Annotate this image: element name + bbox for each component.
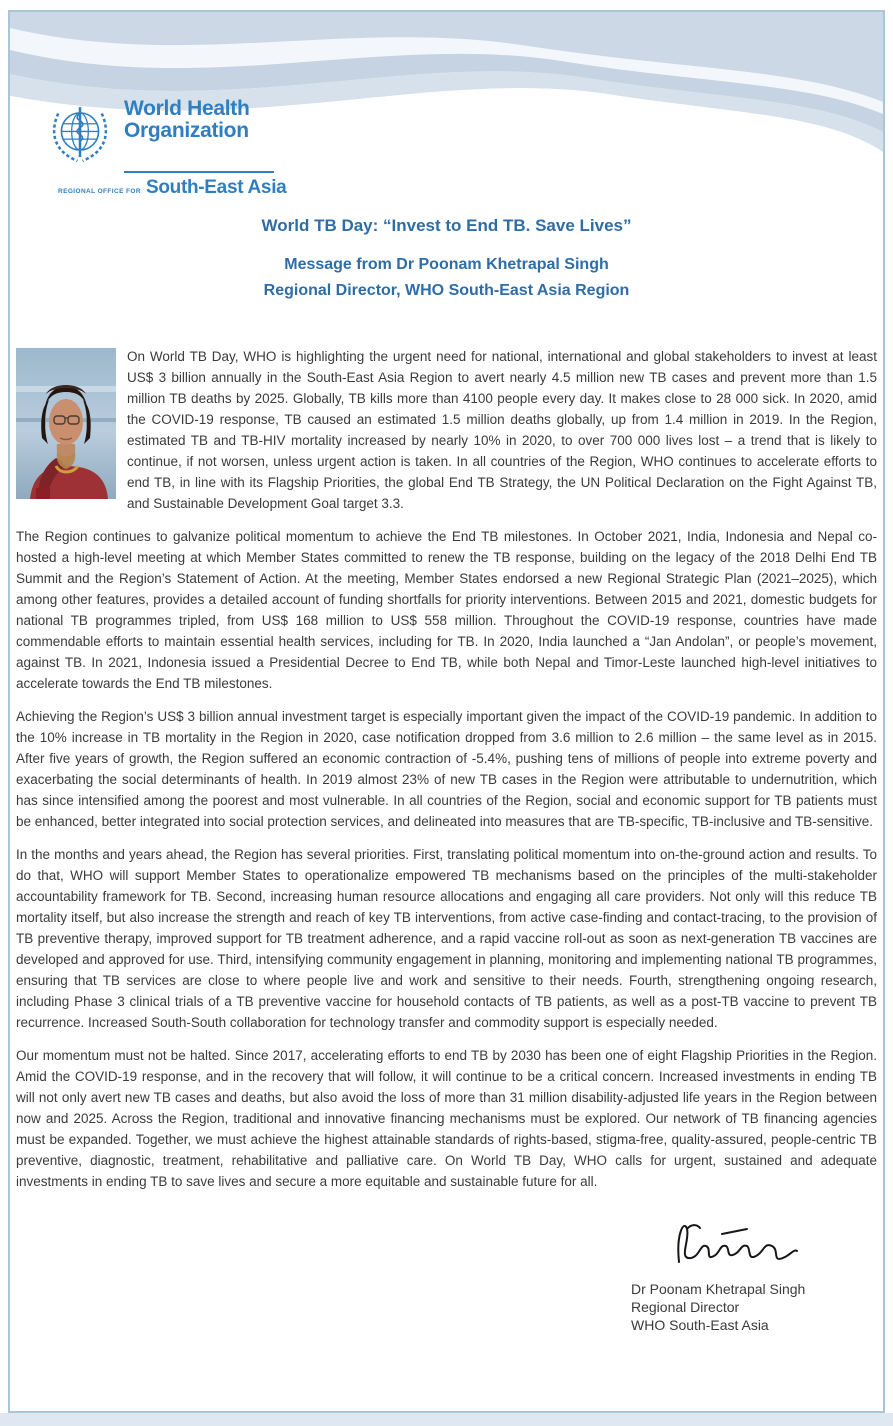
document-title: World TB Day: “Invest to End TB. Save Lives”: [261, 216, 632, 235]
logo-office-name: South-East Asia: [145, 177, 287, 198]
portrait-photo: [16, 348, 116, 499]
message-body: [10, 346, 883, 1192]
logo-divider: [124, 171, 274, 173]
who-emblem-icon: [48, 102, 112, 166]
paragraph: Our momentum must not be halted. Since 2017, accelerating efforts to end TB by 2030 has been one of eight Flagship Priorities in the Region. Amid the COVID-19 response, and in the recovery that will follow, it will continue to be a critical concern. Increased investments in ending TB will not only avert new TB cases and deaths, but also avoid the loss of more than 31 million disability-adjusted life years in the Region between now and 2025. Across the Region, traditional and innovative financing mechanisms must be explored. Our network of TB financing agencies must be expanded. Together, we must achieve the highest attainable standards of rights-based, stigma-free, quality-assured, people-centric TB preventive, diagnostic, treatment, rehabilitative and palliative care. On World TB Day, WHO calls for urgent, sustained and adequate investments in ending TB to save lives and secure a more equitable and sustainable future for all.: [16, 1048, 877, 1189]
paragraph: Achieving the Region’s US$ 3 billion annual investment target is especially important given the impact of the COVID-19 pandemic. In addition to the 10% increase in TB mortality in the Region in 2020, case notification dropped from 3.6 million to 2.6 million – the same level as in 2015. After five years of growth, the Region suffered an economic contraction of -5.4%, pushing tens of millions of people into extreme poverty and exacerbating the social determinants of health. In 2019 almost 23% of new TB cases in the Region were attributable to undernutrition, which has since intensified among the poorest and most vulnerable. In all countries of the Region, social and economic support for TB patients must be enhanced, better integrated into social protection services, and delineated into measures that are TB-specific, TB-inclusive and TB-sensitive.: [16, 709, 877, 829]
logo-org-line2: Organization: [124, 119, 249, 142]
who-logo: [48, 98, 378, 199]
logo-org-line1: World Health: [124, 97, 250, 120]
paragraph-with-portrait: [16, 346, 877, 514]
document-subtitle-line1: Message from Dr Poonam Khetrapal Singh: [284, 256, 609, 273]
letterhead-header: [10, 12, 883, 208]
page-bottom-strip: [0, 1413, 893, 1426]
signatory-title: Regional Director: [631, 1299, 740, 1315]
paragraph: The Region continues to galvanize political momentum to achieve the End TB milestones. In October 2021, India, Indonesia and Nepal co-hosted a high-level meeting at which Member States committed to renew the TB response, building on the legacy of the 2018 Delhi End TB Summit and the Region’s Statement of Action. At the meeting, Member States endorsed a new Regional Strategic Plan (2021–2025), which among other features, provides a detailed account of funding shortfalls for priority interventions. Between 2015 and 2021, domestic budgets for national TB programmes tripled, from US$ 168 million to US$ 558 million. Throughout the COVID-19 response, countries have made commendable efforts to maintain essential health services, including for TB. In 2020, India launched a “Jan Andolan”, or people’s movement, against TB. In 2021, Indonesia issued a Presidential Decree to End TB, while both Nepal and Timor-Leste launched high-level initiatives to accelerate towards the End TB milestones.: [16, 529, 877, 691]
signature-icon: [667, 1214, 807, 1272]
document-subtitle-line2: Regional Director, WHO South-East Asia Region: [263, 282, 630, 299]
logo-office-prefix: REGIONAL OFFICE FOR: [58, 188, 141, 195]
paragraph: On World TB Day, WHO is highlighting the urgent need for national, international and global stakeholders to invest at least US$ 3 billion annually in the South-East Asia Region to avert nearly 4.5 million new TB cases and prevent more than 1.5 million TB deaths by 2025. Globally, TB kills more than 4100 people every day. It makes close to 28 000 sick. In 2020, amid the COVID-19 response, TB caused an estimated 1.5 million deaths globally, up from 1.4 million in 2019. In the Region, estimated TB and TB-HIV mortality increased by nearly 10% in 2020, to over 700 000 lives lost – a trend that is likely to continue, if not worsen, unless urgent action is taken. In all countries of the Region, WHO continues to accelerate efforts to end TB, in line with its Flagship Priorities, the global End TB Strategy, the UN Political Declaration on the Fight Against TB, and Sustainable Development Goal target 3.3.: [127, 349, 877, 511]
document-sheet: [8, 10, 885, 1413]
signature-block: [10, 1214, 843, 1334]
portrait-photo-icon: [16, 348, 116, 499]
paragraph: In the months and years ahead, the Region has several priorities. First, translating political momentum into on-the-ground action and results. To do that, WHO will support Member States to operationalize empowered TB mechanisms based on the principles of the multi-stakeholder accountability framework for TB. Second, increasing human resource allocations and engaging all care providers. Not only will this reduce TB mortality itself, but also increase the strength and reach of key TB interventions, from active case-finding and contact-tracing, to the provision of TB preventive therapy, improved support for TB treatment adherence, and a rapid vaccine roll-out as soon as next-generation TB vaccines are developed and approved for use. Third, intensifying community engagement in planning, monitoring and implementing national TB programmes, ensuring that TB services are close to where people live and work and sensitive to their needs. Fourth, strengthening ongoing research, including Phase 3 clinical trials of a TB preventive vaccine for household contacts of TB patients, as well as a post-TB vaccine to prevent TB recurrence. Increased South-South collaboration for technology transfer and commodity support is especially needed.: [16, 847, 877, 1030]
signatory-name: Dr Poonam Khetrapal Singh: [631, 1281, 806, 1297]
signatory-org: WHO South-East Asia: [631, 1317, 769, 1333]
title-block: [10, 216, 883, 304]
